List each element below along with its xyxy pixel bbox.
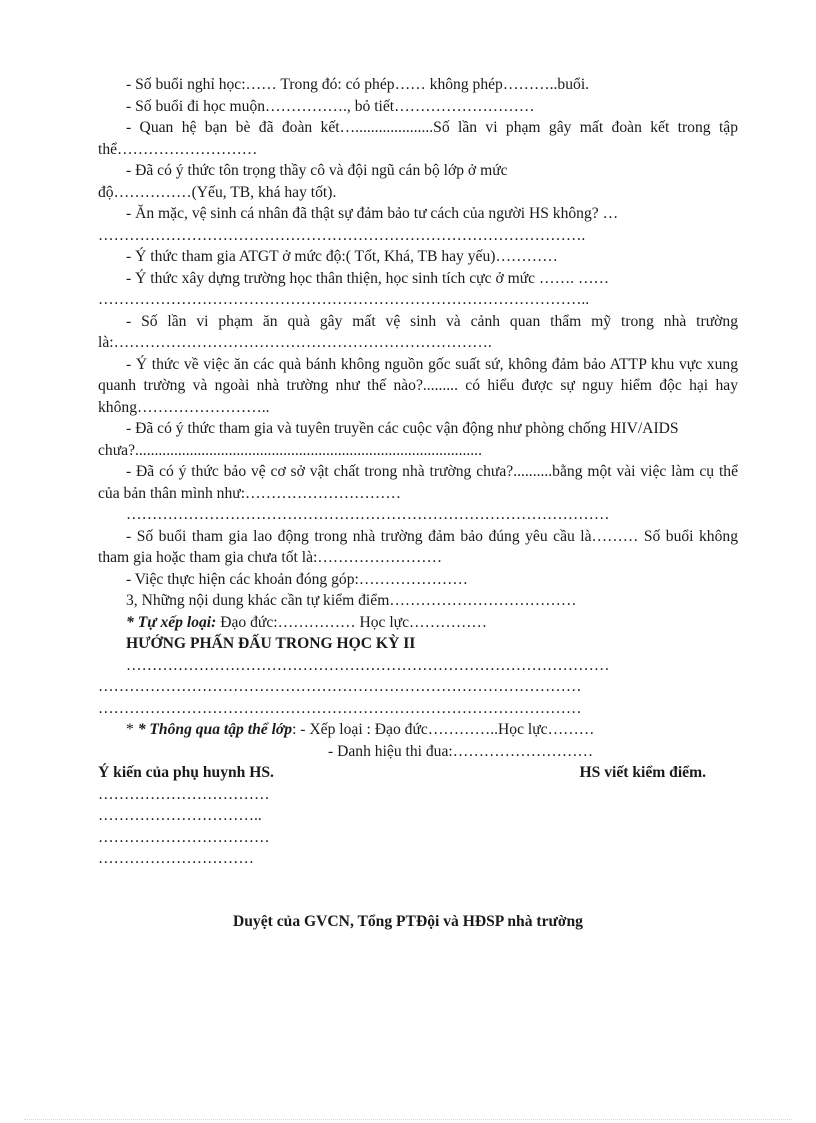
self-rank-line (98, 612, 738, 634)
dress-line-2: …………………………………………………………………………………. (98, 226, 586, 244)
respect-line-1: - Đã có ý thức tôn trọng thầy cô và đội ngũ cán bộ lớp ở mức (126, 162, 508, 179)
class-review-label: * Thông qua tập thể lớp (137, 721, 293, 738)
approval-heading: Duyệt của GVCN, Tổng PTĐội và HĐSP nhà trường (233, 913, 583, 930)
direction-dots-2: ………………………………………………………………………………… (98, 678, 582, 695)
direction-dots-3: ………………………………………………………………………………… (98, 699, 582, 717)
traffic-line: - Ý thức tham gia ATGT ở mức độ:( Tốt, Khá, TB hay yếu)………… (126, 248, 558, 265)
labor-line: - Số buổi tham gia lao động trong nhà trường đảm bảo đúng yêu cầu là……… Số buổi không tham gia hoặc tham gia chưa tốt là:…………………… (98, 527, 738, 566)
snack-line: - Số lần vi phạm ăn quà gây mất vệ sinh và cảnh quan thẩm mỹ trong nhà trường là:………………………………………………………………. (98, 312, 738, 351)
school-line-1: - Ý thức xây dựng trường học thân thiện, học sinh tích cực ở mức ……. …… (126, 269, 610, 287)
self-review-form (98, 74, 738, 870)
direction-dots-1: ………………………………………………………………………………… (126, 656, 610, 674)
signature-row (98, 762, 706, 784)
direction-heading: HƯỚNG PHẤN ĐẤU TRONG HỌC KỲ II (126, 635, 416, 652)
class-review-asterisk: * (126, 721, 138, 738)
hiv-line: - Đã có ý thức tham gia và tuyên truyền các cuộc vận động như phòng chống HIV/AIDS chưa?......................................................................................... (98, 420, 679, 459)
parent-dots-2: ………………………….. (98, 807, 262, 824)
food-safety-line: - Ý thức về việc ăn các quà bánh không nguồn gốc suất sứ, không đảm bảo ATTP khu vực xung quanh trường và ngoài nhà trường như thế nào?......... có hiểu được sự nguy hiểm độc hại hay không…………………….. (98, 355, 738, 416)
relationships-line: - Quan hệ bạn bè đã đoàn kết…....................Số lần vi phạm gây mất đoàn kết trong tập thể……………………… (98, 119, 738, 158)
page-bottom-divider (24, 1119, 792, 1120)
student-sign-label: HS viết kiểm điểm. (579, 764, 706, 781)
emulation-title-line: - Danh hiệu thi đua:……………………… (328, 742, 594, 760)
parent-dots-1: …………………………… (98, 785, 270, 803)
self-rank-label: * Tự xếp loại: (126, 613, 217, 631)
self-rank-value: Đạo đức:…………… Học lực…………… (216, 613, 488, 631)
school-line-2: ………………………………………………………………………………….. (98, 291, 590, 308)
other-content-line: 3, Những nội dung khác cần tự kiểm điểm……………………………… (126, 592, 577, 609)
contributions-line: - Việc thực hiện các khoản đóng góp:………………… (126, 570, 468, 588)
property-dots: ………………………………………………………………………………… (126, 506, 610, 523)
respect-line-2: độ……………(Yếu, TB, khá hay tốt). (98, 183, 337, 201)
property-line: - Đã có ý thức bảo vệ cơ sở vật chất trong nhà trường chưa?..........bằng một vài việc làm cụ thể của bản thân mình như:………………………… (98, 463, 738, 502)
absences-line: - Số buổi nghỉ học:…… Trong đó: có phép…… không phép………..buổi. (126, 76, 590, 93)
parent-dots-3: …………………………… (98, 828, 270, 846)
dress-line-1: - Ăn mặc, vệ sinh cá nhân đã thật sự đảm bảo tư cách của người HS không? … (126, 205, 619, 222)
parent-opinion-label: Ý kiến của phụ huynh HS. (98, 764, 274, 781)
parent-dots-4: ………………………… (98, 850, 254, 867)
class-review-value: : - Xếp loại : Đạo đức…………..Học lực……… (292, 721, 595, 738)
late-line: - Số buổi đi học muộn……………., bỏ tiết……………………… (126, 97, 535, 115)
class-review-line (98, 719, 738, 741)
